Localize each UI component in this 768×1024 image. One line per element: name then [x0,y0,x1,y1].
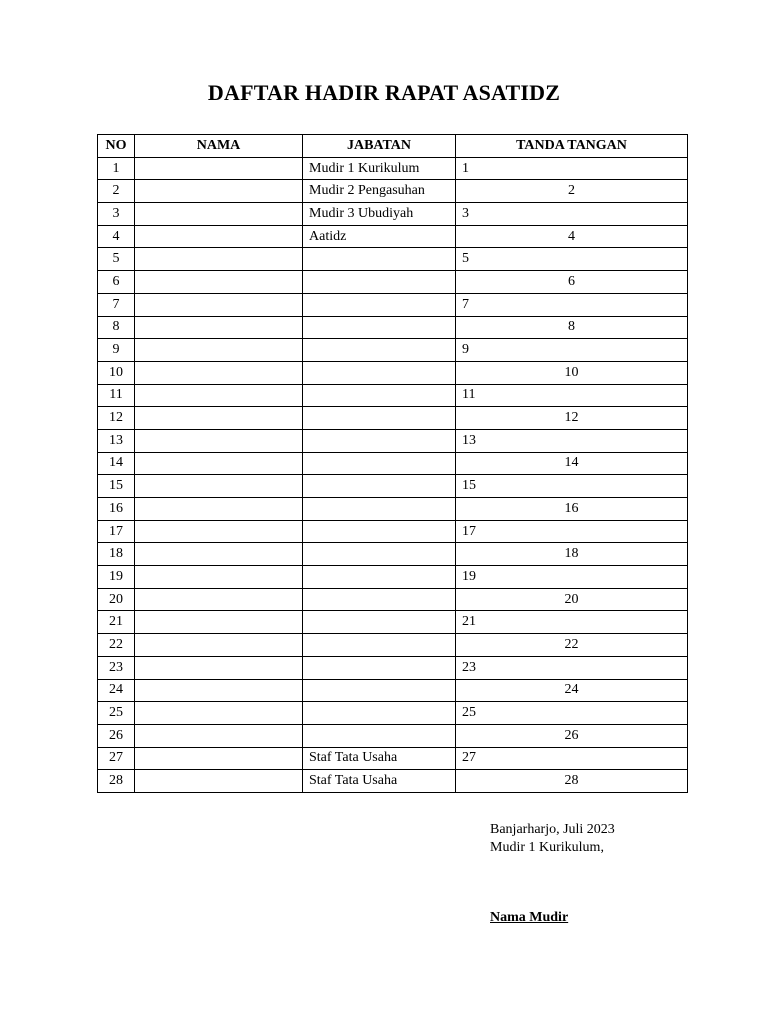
cell-no: 16 [98,498,135,521]
cell-jabatan: Mudir 3 Ubudiyah [303,203,456,226]
table-row [98,293,688,316]
table-row [98,770,688,793]
cell-jabatan [303,452,456,475]
cell-no: 19 [98,566,135,589]
cell-nama [135,429,303,452]
cell-nama [135,656,303,679]
cell-nama [135,724,303,747]
cell-nama [135,384,303,407]
cell-nama [135,203,303,226]
cell-tanda-tangan: 2 [456,180,688,203]
cell-nama [135,566,303,589]
cell-jabatan: Mudir 2 Pengasuhan [303,180,456,203]
cell-nama [135,316,303,339]
cell-jabatan [303,361,456,384]
signature-name: Nama Mudir [490,910,569,925]
table-row [98,747,688,770]
cell-nama [135,271,303,294]
cell-jabatan [303,293,456,316]
cell-nama [135,407,303,430]
cell-jabatan [303,248,456,271]
table-row [98,566,688,589]
cell-jabatan [303,429,456,452]
cell-nama [135,293,303,316]
table-row [98,248,688,271]
cell-tanda-tangan: 3 [456,203,688,226]
cell-jabatan [303,724,456,747]
cell-nama [135,611,303,634]
cell-nama [135,498,303,521]
cell-tanda-tangan: 11 [456,384,688,407]
cell-tanda-tangan: 21 [456,611,688,634]
cell-no: 20 [98,588,135,611]
cell-jabatan: Mudir 1 Kurikulum [303,157,456,180]
cell-nama [135,520,303,543]
cell-tanda-tangan: 16 [456,498,688,521]
cell-nama [135,770,303,793]
table-row [98,203,688,226]
cell-jabatan [303,588,456,611]
table-row [98,180,688,203]
header-nama: NAMA [135,135,303,158]
table-row [98,679,688,702]
cell-no: 28 [98,770,135,793]
cell-no: 7 [98,293,135,316]
cell-nama [135,588,303,611]
table-row [98,225,688,248]
cell-nama [135,361,303,384]
cell-tanda-tangan: 12 [456,407,688,430]
table-row [98,702,688,725]
cell-tanda-tangan: 23 [456,656,688,679]
cell-jabatan [303,271,456,294]
cell-tanda-tangan: 19 [456,566,688,589]
cell-no: 24 [98,679,135,702]
table-row [98,543,688,566]
cell-no: 1 [98,157,135,180]
cell-jabatan [303,316,456,339]
cell-nama [135,543,303,566]
cell-jabatan [303,339,456,362]
cell-jabatan [303,384,456,407]
cell-no: 22 [98,634,135,657]
header-jabatan: JABATAN [303,135,456,158]
table-row [98,520,688,543]
cell-tanda-tangan: 26 [456,724,688,747]
cell-nama [135,702,303,725]
table-row [98,498,688,521]
cell-nama [135,225,303,248]
cell-jabatan [303,566,456,589]
cell-no: 4 [98,225,135,248]
cell-jabatan: Staf Tata Usaha [303,770,456,793]
cell-no: 2 [98,180,135,203]
cell-no: 5 [98,248,135,271]
cell-tanda-tangan: 22 [456,634,688,657]
cell-tanda-tangan: 7 [456,293,688,316]
cell-tanda-tangan: 28 [456,770,688,793]
cell-jabatan: Staf Tata Usaha [303,747,456,770]
cell-tanda-tangan: 6 [456,271,688,294]
table-row [98,316,688,339]
cell-jabatan [303,475,456,498]
cell-jabatan [303,656,456,679]
cell-nama [135,339,303,362]
cell-nama [135,248,303,271]
table-row [98,611,688,634]
cell-nama [135,634,303,657]
attendance-table [97,134,688,793]
table-row [98,656,688,679]
cell-no: 6 [98,271,135,294]
cell-no: 27 [98,747,135,770]
cell-tanda-tangan: 10 [456,361,688,384]
cell-no: 13 [98,429,135,452]
cell-jabatan [303,702,456,725]
table-body [98,157,688,792]
cell-tanda-tangan: 4 [456,225,688,248]
cell-tanda-tangan: 18 [456,543,688,566]
table-row [98,384,688,407]
cell-nama [135,475,303,498]
cell-jabatan [303,543,456,566]
header-no: NO [98,135,135,158]
table-row [98,452,688,475]
table-row [98,475,688,498]
header-tanda-tangan: TANDA TANGAN [456,135,688,158]
table-row [98,588,688,611]
cell-nama [135,747,303,770]
cell-jabatan [303,634,456,657]
cell-no: 18 [98,543,135,566]
cell-no: 8 [98,316,135,339]
table-row [98,361,688,384]
cell-no: 17 [98,520,135,543]
cell-tanda-tangan: 14 [456,452,688,475]
cell-tanda-tangan: 5 [456,248,688,271]
cell-no: 25 [98,702,135,725]
cell-jabatan [303,679,456,702]
table-header-row [98,135,688,158]
cell-jabatan [303,520,456,543]
cell-no: 23 [98,656,135,679]
cell-no: 26 [98,724,135,747]
signature-position: Mudir 1 Kurikulum, [490,840,604,855]
cell-nama [135,679,303,702]
cell-no: 3 [98,203,135,226]
cell-tanda-tangan: 8 [456,316,688,339]
cell-nama [135,157,303,180]
cell-no: 11 [98,384,135,407]
cell-tanda-tangan: 24 [456,679,688,702]
cell-tanda-tangan: 27 [456,747,688,770]
cell-nama [135,180,303,203]
table-row [98,634,688,657]
table-row [98,271,688,294]
table-row [98,407,688,430]
cell-jabatan [303,611,456,634]
cell-no: 14 [98,452,135,475]
cell-tanda-tangan: 9 [456,339,688,362]
cell-jabatan [303,407,456,430]
cell-tanda-tangan: 17 [456,520,688,543]
cell-tanda-tangan: 20 [456,588,688,611]
cell-no: 15 [98,475,135,498]
cell-tanda-tangan: 25 [456,702,688,725]
table-row [98,429,688,452]
signature-block [490,821,615,927]
cell-tanda-tangan: 15 [456,475,688,498]
table-row [98,339,688,362]
cell-jabatan [303,498,456,521]
cell-tanda-tangan: 13 [456,429,688,452]
cell-jabatan: Aatidz [303,225,456,248]
cell-no: 9 [98,339,135,362]
cell-no: 21 [98,611,135,634]
table-row [98,157,688,180]
page-title: DAFTAR HADIR RAPAT ASATIDZ [207,80,561,105]
cell-no: 10 [98,361,135,384]
cell-no: 12 [98,407,135,430]
table-row [98,724,688,747]
signature-place-date: Banjarharjo, Juli 2023 [490,822,615,837]
cell-tanda-tangan: 1 [456,157,688,180]
cell-nama [135,452,303,475]
